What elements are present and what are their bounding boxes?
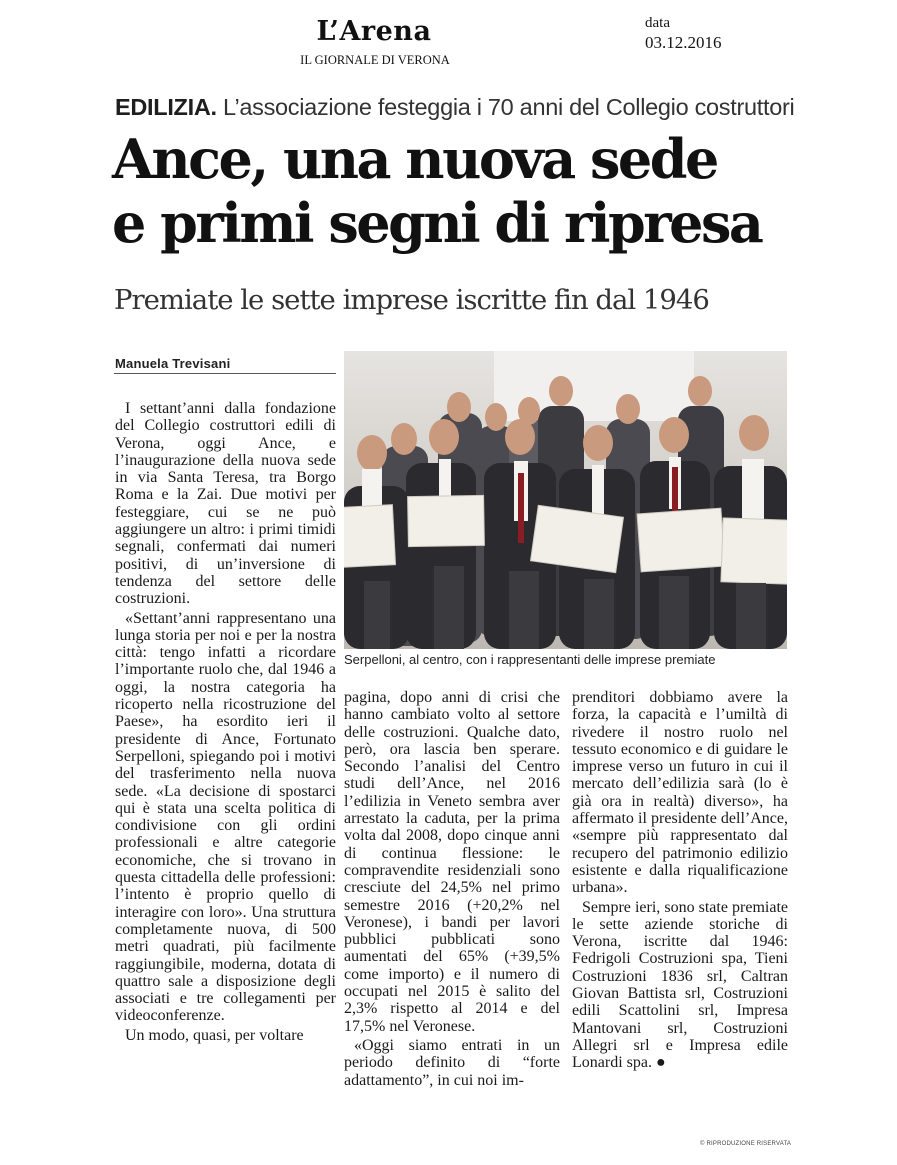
paragraph: «Settant’anni rappresentano una lunga storia per noi e per la nostra città: tengo infatti a ricordare l’importante ruolo che, dal 1946 a oggi, la nostra categoria ha ricoperto nella ricostruzione del Paese», ha esordito ieri il presidente di Ance, Fortunato Serpelloni, spiegando poi i motivi del trasferimento nella nuova sede. «La decisione di spostarci qui è stata una scelta politica di condivisione con gli ordini professionali e altre categorie economiche, che si trovano in questa cittadella delle professioni: l’intento è proprio quello di interagire con loro». Una struttura completamente nuova, di 500 metri quadrati, più facilmente raggiungibile, moderna, dotata di quattro sale a disposizione degli associati e tre collegamenti per videoconferenze. [115, 609, 336, 1025]
article-column-2 [344, 689, 560, 1089]
article-column-3 [572, 689, 788, 1072]
headline-line-2: e primi segni di ripresa [112, 191, 762, 255]
headline-line-1: Ance, una nuova sede [112, 127, 717, 191]
date-label: data [645, 15, 670, 31]
masthead-subtitle: IL GIORNALE DI VERONA [300, 53, 450, 67]
article-subheadline: Premiate le sette imprese iscritte fin dal 1946 [114, 284, 709, 316]
kicker-text: L’associazione festeggia i 70 anni del Collegio costruttori [216, 94, 795, 120]
article-photo [344, 351, 787, 649]
group-photo-icon [344, 351, 787, 649]
paragraph: Sempre ieri, sono state premiate le sette aziende storiche di Verona, iscritte dal 1946: Fedrigoli Costruzioni spa, Tieni Costruzioni 1836 srl, Caltran Giovan Battista srl, Costruzioni edili Scattolini srl, Impresa Mantovani srl, Costruzioni Allegri srl e Impresa edile Lonardi spa. ● [572, 898, 788, 1072]
article-column-1 [115, 400, 336, 1044]
article-headline [112, 127, 802, 255]
copyright-notice: © RIPRODUZIONE RISERVATA [700, 1141, 792, 1147]
paragraph: pagina, dopo anni di crisi che hanno cambiato volto al settore delle costruzioni. Qualche dato, però, ora lascia ben sperare. Secondo l’analisi del Centro studi dell’Ance, nel 2016 l’edilizia in Veneto sembra aver arrestato la caduta, per la prima volta dal 2008, dopo cinque anni di continua flessione: le compravendite residenziali sono cresciute del 24,5% nel primo semestre 2016 (+20,2% nel Veronese), i bandi per lavori pubblici pubblicati sono aumentati del 65% (+39,5% come importo) e il numero di occupati nel 2015 è salito del 2,3% rispetto al 2014 e del 17,5% nel Veronese. [344, 689, 560, 1035]
paragraph: «Oggi siamo entrati in un periodo definito di “forte adattamento”, in cui noi im- [344, 1036, 560, 1089]
kicker-tag: EDILIZIA. [115, 94, 217, 120]
byline-divider [114, 373, 336, 374]
photo-caption: Serpelloni, al centro, con i rappresentanti delle imprese premiate [344, 652, 716, 667]
article-byline: Manuela Trevisani [115, 356, 231, 371]
date-value: 03.12.2016 [645, 33, 722, 52]
masthead-title: L’Arena [316, 16, 432, 47]
paragraph: prenditori dobbiamo avere la forza, la capacità e l’umiltà di rivedere il nostro ruolo nel tessuto economico e di guidare le imprese verso un futuro in cui il mercato dell’edilizia sarà (lo è già ora in realtà) diverso», ha affermato il presidente dell’Ance, «sempre più rappresentato dal recupero del patrimonio edilizio esistente e dalla riqualificazione urbana». [572, 689, 788, 897]
paragraph: Un modo, quasi, per voltare [125, 1026, 304, 1044]
paragraph: I settant’anni dalla fondazione del Collegio costruttori edili di Verona, oggi Ance, e l’inaugurazione della nuova sede in via Santa Teresa, tra Borgo Roma e la Zai. Due motivi per festeggiare, cui se ne può aggiungere un altro: i primi timidi segnali, confermati dai numeri positivi, di un’inversione di tendenza del settore delle costruzioni. [115, 400, 336, 608]
article-kicker [115, 94, 794, 121]
